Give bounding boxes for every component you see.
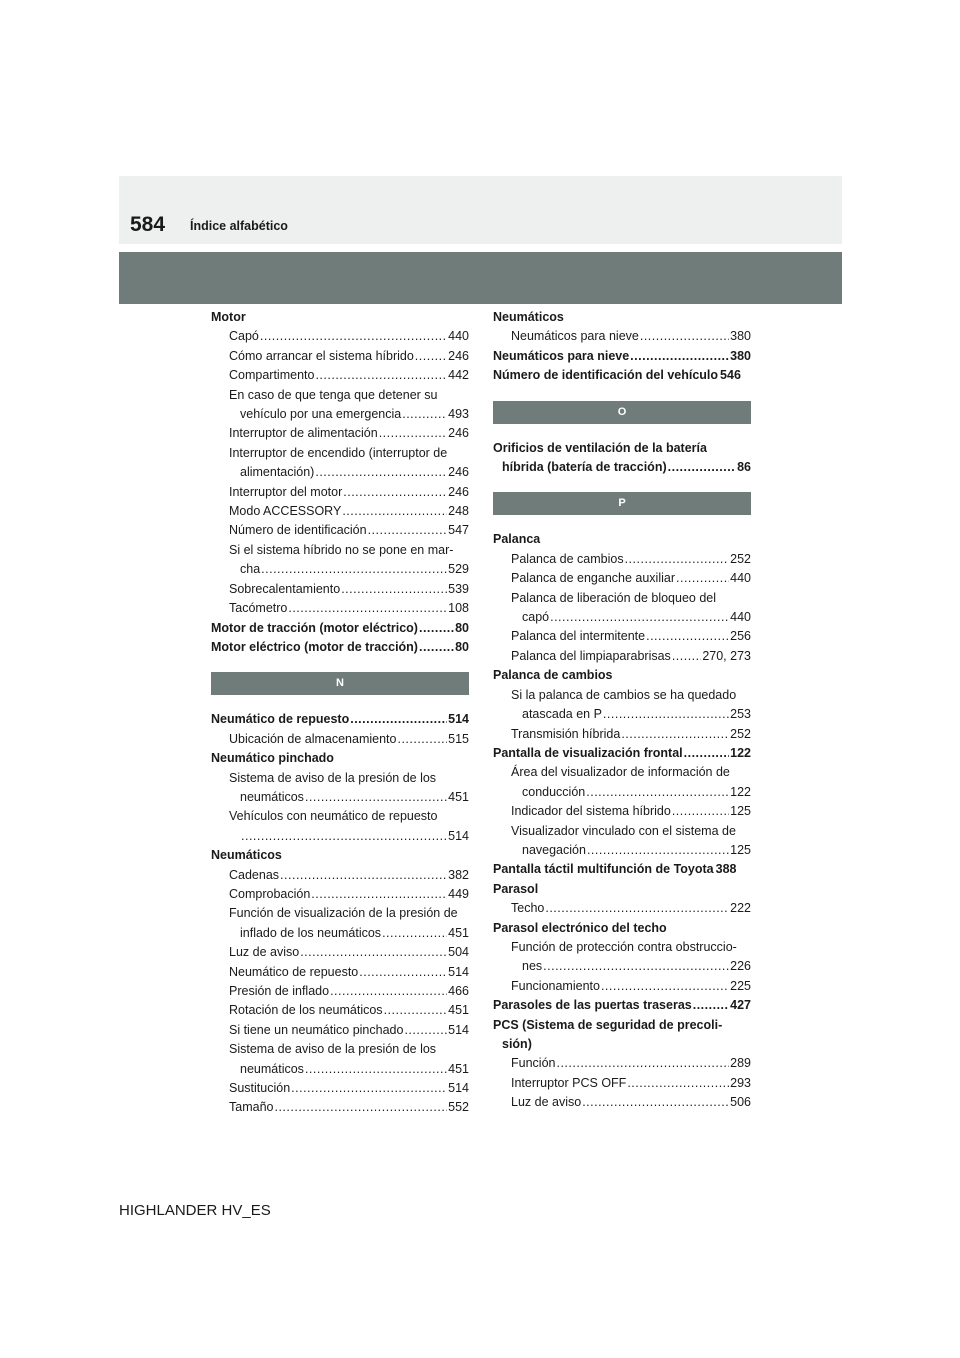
entry-page-ref: 552 <box>448 1100 469 1115</box>
index-entry <box>493 347 751 366</box>
entry-text: Función <box>511 1056 556 1071</box>
footer-model: HIGHLANDER HV_ES <box>119 1202 271 1219</box>
dot-leader <box>676 569 729 588</box>
entry-text: capó <box>522 610 550 625</box>
index-subentry <box>211 904 469 923</box>
dot-leader <box>625 550 730 569</box>
entry-page-ref: 466 <box>448 984 469 998</box>
index-subentry <box>493 705 751 724</box>
index-column-right <box>493 308 751 1113</box>
entry-text: Cadenas <box>229 867 280 882</box>
entry-text: Sustitución <box>229 1081 291 1096</box>
entry-page-ref: 440 <box>448 329 469 344</box>
index-subentry <box>211 560 469 579</box>
index-subentry <box>211 982 469 1001</box>
entry-text: navegación <box>522 842 586 857</box>
entry-page-ref: 451 <box>448 789 469 804</box>
entry-page-ref: 514 <box>448 1081 469 1096</box>
index-subentry <box>493 1074 751 1093</box>
entry-page-ref: 442 <box>448 368 469 383</box>
entry-text: Neumáticos <box>211 848 282 863</box>
index-entry <box>493 744 751 763</box>
entry-text: Luz de aviso <box>229 945 300 960</box>
entry-text: Número de identificación <box>229 523 367 538</box>
entry-page-ref: 246 <box>448 426 469 441</box>
letter-section-header: P <box>493 492 751 515</box>
entry-page-ref: 380 <box>730 329 751 344</box>
entry-page-ref: 529 <box>448 562 469 577</box>
entry-page-ref: 252 <box>730 551 751 566</box>
entry-page-ref: 451 <box>448 1061 469 1076</box>
entry-text: Si el sistema híbrido no se pone en mar- <box>229 542 454 557</box>
dot-leader <box>603 705 729 724</box>
entry-text: Si la palanca de cambios se ha quedado <box>511 687 737 702</box>
index-subentry <box>211 1079 469 1098</box>
dot-leader <box>274 1098 447 1117</box>
entry-text: Motor de tracción (motor eléctrico) <box>211 620 418 635</box>
index-column-left <box>211 308 469 1118</box>
entry-page-ref: 451 <box>448 1003 469 1018</box>
dot-leader <box>402 405 447 424</box>
index-subentry <box>493 763 751 782</box>
entry-page-ref: 382 <box>448 867 469 882</box>
entry-text: neumáticos <box>240 789 304 804</box>
dot-leader <box>315 366 447 385</box>
dot-leader <box>627 1074 729 1093</box>
index-subentry <box>211 366 469 385</box>
index-subentry <box>493 569 751 588</box>
dot-leader <box>586 783 729 802</box>
entry-text: Compartimento <box>229 368 315 383</box>
index-entry <box>493 458 751 477</box>
dot-leader <box>300 943 447 962</box>
entry-text: Número de identificación del vehículo <box>493 368 719 383</box>
entry-page-ref: 546 <box>720 368 741 383</box>
dot-leader <box>404 1021 447 1040</box>
entry-page-ref: 506 <box>730 1095 751 1110</box>
entry-text: alimentación) <box>240 465 315 480</box>
entry-text: Presión de inflado <box>229 984 330 998</box>
dot-leader <box>550 608 729 627</box>
entry-text: Palanca de cambios <box>511 551 624 566</box>
dot-leader <box>556 1054 729 1073</box>
index-subentry <box>211 1001 469 1020</box>
entry-page-ref: 380 <box>730 348 751 363</box>
entry-page-ref: 427 <box>730 998 751 1013</box>
entry-page-ref: 440 <box>730 571 751 586</box>
entry-page-ref: 451 <box>448 925 469 940</box>
entry-text: Indicador del sistema híbrido <box>511 804 671 819</box>
entry-text: atascada en P <box>522 707 602 722</box>
index-subentry <box>211 827 469 846</box>
index-subentry <box>211 347 469 366</box>
entry-page-ref: 122 <box>730 784 751 799</box>
entry-text: Orificios de ventilación de la batería <box>493 440 707 455</box>
index-subentry <box>211 1021 469 1040</box>
index-subentry <box>211 1060 469 1079</box>
entry-text: Capó <box>229 329 259 344</box>
dot-leader <box>646 627 729 646</box>
index-entry <box>211 710 469 729</box>
entry-text: Parasoles de las puertas traseras <box>493 998 692 1013</box>
entry-text: Palanca del limpiaparabrisas <box>511 648 671 663</box>
entry-page-ref: 108 <box>448 601 469 616</box>
entry-text: Techo <box>511 901 545 916</box>
index-subentry <box>493 550 751 569</box>
entry-page-ref: 226 <box>730 959 751 974</box>
entry-text: Palanca de cambios <box>493 668 613 683</box>
entry-text: Palanca de enganche auxiliar <box>511 571 676 586</box>
index-subentry <box>211 599 469 618</box>
section-title: Índice alfabético <box>190 219 288 233</box>
entry-text: cha <box>240 562 261 577</box>
entry-text: Si tiene un neumático pinchado <box>229 1022 404 1037</box>
entry-text: Modo ACCESSORY <box>229 504 342 519</box>
index-subentry <box>493 1054 751 1073</box>
index-subentry <box>493 957 751 976</box>
index-entry <box>493 439 751 458</box>
index-entry <box>211 308 469 327</box>
dot-leader <box>668 458 736 477</box>
entry-text: Cómo arrancar el sistema híbrido <box>229 348 414 363</box>
index-subentry <box>493 783 751 802</box>
entry-text: Neumáticos <box>493 310 564 324</box>
entry-text: Interruptor de encendido (interruptor de <box>229 445 448 460</box>
index-subentry <box>211 769 469 788</box>
entry-text: Interruptor del motor <box>229 484 343 499</box>
entry-page-ref: 440 <box>730 610 751 625</box>
entry-text: Rotación de los neumáticos <box>229 1003 383 1018</box>
entry-page-ref: 248 <box>448 504 469 519</box>
index-subentry <box>493 802 751 821</box>
entry-page-ref: 493 <box>448 407 469 422</box>
index-entry <box>493 996 751 1015</box>
index-entry <box>493 366 751 385</box>
dot-leader <box>415 347 447 366</box>
index-entry <box>493 530 751 549</box>
entry-page-ref: 253 <box>730 707 751 722</box>
entry-page-ref: 293 <box>730 1075 751 1090</box>
dot-leader <box>280 866 447 885</box>
entry-page-ref: 225 <box>730 978 751 993</box>
dot-leader <box>640 327 729 346</box>
entry-text: Sistema de aviso de la presión de los <box>229 1042 437 1057</box>
entry-text: Función de visualización de la presión de <box>229 906 458 921</box>
index-entry <box>493 666 751 685</box>
dot-leader <box>342 502 447 521</box>
dot-leader <box>288 599 447 618</box>
dot-leader <box>260 327 447 346</box>
entry-text: Interruptor PCS OFF <box>511 1075 627 1090</box>
entry-text: Tacómetro <box>229 601 288 616</box>
dot-leader <box>684 744 730 763</box>
index-subentry <box>211 463 469 482</box>
index-subentry <box>211 483 469 502</box>
dot-leader <box>693 996 729 1015</box>
index-entry <box>493 860 751 879</box>
index-subentry <box>211 788 469 807</box>
entry-page-ref: 514 <box>448 964 469 979</box>
dot-leader <box>291 1079 447 1098</box>
index-subentry <box>211 521 469 540</box>
entry-page-ref: 125 <box>730 842 751 857</box>
index-subentry <box>493 327 751 346</box>
entry-text: Visualizador vinculado con el sistema de <box>511 823 736 838</box>
entry-text: Pantalla táctil multifunción de Toyota <box>493 862 714 877</box>
index-entry <box>211 846 469 865</box>
dot-leader <box>382 924 447 943</box>
entry-text: PCS (Sistema de seguridad de precoli- <box>493 1017 723 1032</box>
entry-text: Neumático de repuesto <box>211 712 350 727</box>
entry-page-ref: 547 <box>448 523 469 538</box>
entry-text: Interruptor de alimentación <box>229 426 378 441</box>
entry-page-ref: 256 <box>730 629 751 644</box>
index-subentry <box>211 580 469 599</box>
entry-text: Palanca de liberación de bloqueo del <box>511 590 717 605</box>
entry-page-ref: 246 <box>448 465 469 480</box>
index-subentry <box>211 1098 469 1117</box>
entry-text: conducción <box>522 784 586 799</box>
index-subentry <box>211 386 469 405</box>
entry-page-ref: 515 <box>448 731 469 746</box>
entry-page-ref: 222 <box>730 901 751 916</box>
entry-page-ref: 246 <box>448 348 469 363</box>
page-number: 584 <box>130 213 166 236</box>
entry-text: Tamaño <box>229 1100 274 1115</box>
letter-section-header: N <box>211 672 469 695</box>
index-entry <box>493 919 751 938</box>
index-entry <box>493 1035 751 1054</box>
dot-leader <box>545 899 729 918</box>
entry-text: Motor <box>211 310 246 324</box>
dot-leader <box>359 963 447 982</box>
entry-text: sión) <box>502 1037 532 1051</box>
dot-leader <box>419 638 454 657</box>
index-subentry <box>493 841 751 860</box>
entry-text: Neumáticos para nieve <box>511 329 639 344</box>
index-entry <box>211 619 469 638</box>
entry-page-ref: 80 <box>455 639 469 654</box>
dot-leader <box>543 957 729 976</box>
dot-leader <box>330 982 447 1001</box>
dot-leader <box>397 730 447 749</box>
entry-text: Parasol electrónico del techo <box>493 920 667 935</box>
entry-text: Función de protección contra obstruccio- <box>511 939 737 954</box>
dot-leader <box>630 347 729 366</box>
entry-text: Palanca del intermitente <box>511 629 646 644</box>
dot-leader <box>368 521 448 540</box>
index-subentry <box>493 627 751 646</box>
index-subentry <box>493 977 751 996</box>
dot-leader <box>305 1060 447 1079</box>
index-subentry <box>211 502 469 521</box>
entry-text: inflado de los neumáticos <box>240 925 382 940</box>
index-subentry <box>493 686 751 705</box>
index-subentry <box>211 885 469 904</box>
index-subentry <box>493 938 751 957</box>
dot-leader <box>601 977 729 996</box>
index-entry <box>211 638 469 657</box>
index-subentry <box>211 405 469 424</box>
entry-text: Neumático de repuesto <box>229 964 359 979</box>
index-subentry <box>493 647 751 666</box>
entry-page-ref: 252 <box>730 726 751 741</box>
entry-page-ref: 270, 273 <box>702 648 751 663</box>
index-subentry <box>211 866 469 885</box>
entry-page-ref: 449 <box>448 886 469 901</box>
entry-text: Ubicación de almacenamiento <box>229 731 397 746</box>
dot-leader <box>315 463 447 482</box>
entry-page-ref: 246 <box>448 484 469 499</box>
index-subentry <box>211 807 469 826</box>
dot-leader <box>341 580 447 599</box>
index-entry <box>493 1016 751 1035</box>
index-subentry <box>211 424 469 443</box>
dot-leader <box>311 885 447 904</box>
dot-leader <box>379 424 447 443</box>
dot-leader <box>672 802 729 821</box>
entry-page-ref: 514 <box>448 828 469 843</box>
entry-page-ref: 388 <box>715 862 737 877</box>
dot-leader <box>587 841 729 860</box>
dot-leader <box>261 560 447 579</box>
entry-text: En caso de que tenga que detener su <box>229 387 438 402</box>
entry-text: Palanca <box>493 532 541 547</box>
index-subentry <box>493 899 751 918</box>
entry-text: Pantalla de visualización frontal <box>493 745 683 760</box>
index-subentry <box>211 444 469 463</box>
index-subentry <box>493 589 751 608</box>
entry-text: Motor eléctrico (motor de tracción) <box>211 639 418 654</box>
entry-text: Vehículos con neumático de repuesto <box>229 809 438 824</box>
index-entry <box>493 308 751 327</box>
index-entry <box>493 880 751 899</box>
entry-page-ref: 80 <box>455 620 469 635</box>
dot-leader <box>305 788 447 807</box>
entry-text: Parasol <box>493 881 539 896</box>
entry-text: Sobrecalentamiento <box>229 581 341 596</box>
dot-leader <box>582 1093 729 1112</box>
entry-page-ref: 504 <box>448 945 469 960</box>
dot-leader <box>350 710 447 729</box>
index-subentry <box>493 608 751 627</box>
index-subentry <box>211 924 469 943</box>
index-subentry <box>211 943 469 962</box>
entry-text: nes <box>522 959 543 974</box>
header-gray-bar <box>119 252 842 304</box>
entry-text: neumáticos <box>240 1061 304 1076</box>
entry-page-ref: 514 <box>448 1022 469 1037</box>
index-subentry <box>211 730 469 749</box>
dot-leader <box>672 647 702 666</box>
index-subentry <box>211 963 469 982</box>
index-subentry <box>493 1093 751 1112</box>
entry-text: Funcionamiento <box>511 978 600 993</box>
header-band <box>119 176 842 244</box>
entry-text: Comprobación <box>229 886 311 901</box>
entry-text: Neumáticos para nieve <box>493 348 630 363</box>
entry-text: Transmisión híbrida <box>511 726 621 741</box>
entry-text: Neumático pinchado <box>211 751 334 766</box>
entry-text: Sistema de aviso de la presión de los <box>229 770 437 785</box>
dot-leader <box>621 725 729 744</box>
letter-section-header: O <box>493 401 751 424</box>
index-subentry <box>211 327 469 346</box>
entry-text: híbrida (batería de tracción) <box>502 460 667 475</box>
entry-page-ref: 289 <box>730 1056 751 1071</box>
index-subentry <box>493 725 751 744</box>
dot-leader <box>384 1001 448 1020</box>
index-subentry <box>493 822 751 841</box>
dot-leader <box>343 483 447 502</box>
entry-page-ref: 539 <box>448 581 469 596</box>
entry-page-ref: 514 <box>448 712 469 727</box>
entry-text: Área del visualizador de información de <box>511 765 730 780</box>
index-subentry <box>211 1040 469 1059</box>
dot-leader <box>419 619 454 638</box>
entry-page-ref: 125 <box>730 804 751 819</box>
entry-page-ref: 86 <box>737 460 751 475</box>
index-entry <box>211 749 469 768</box>
entry-page-ref: 122 <box>730 745 751 760</box>
entry-text: vehículo por una emergencia <box>240 407 402 422</box>
entry-text: Luz de aviso <box>511 1095 582 1110</box>
dot-leader <box>241 827 447 846</box>
index-subentry <box>211 541 469 560</box>
